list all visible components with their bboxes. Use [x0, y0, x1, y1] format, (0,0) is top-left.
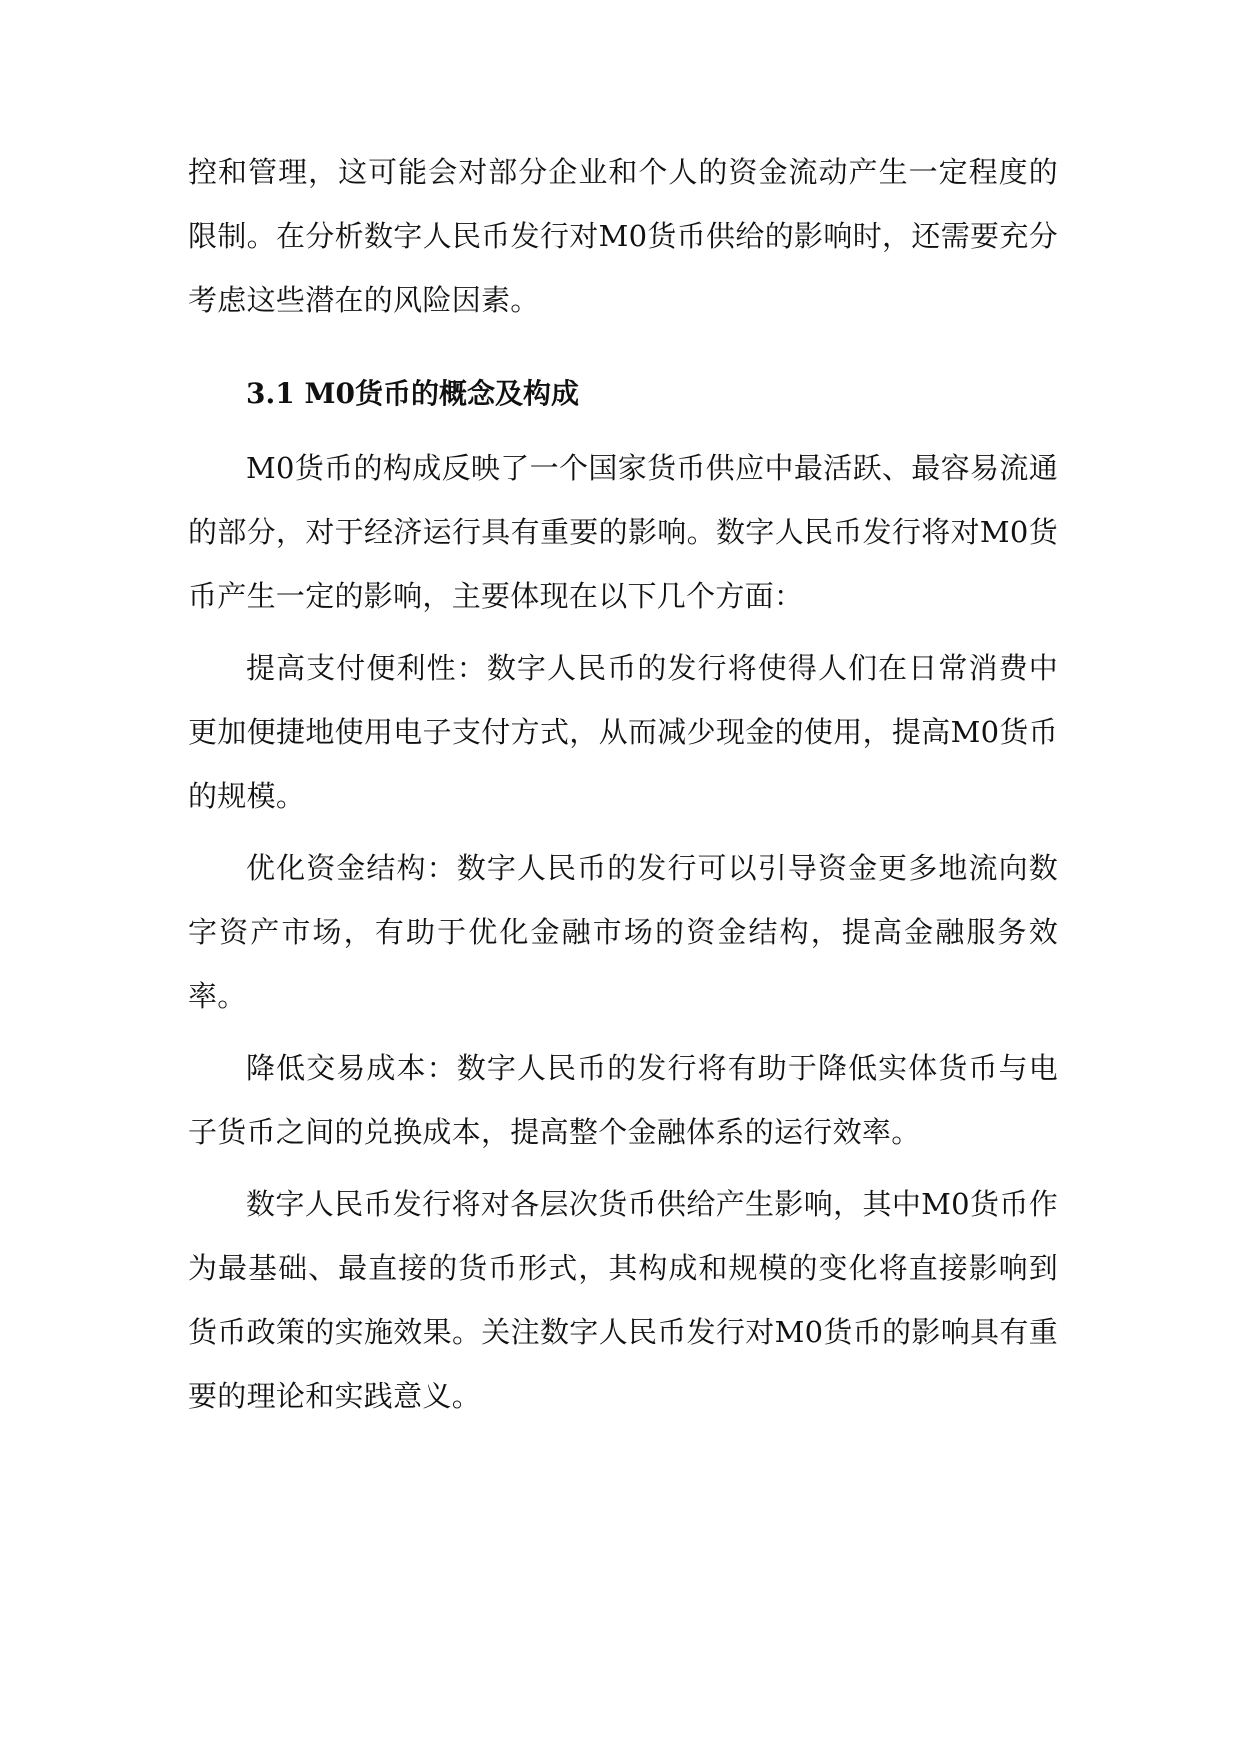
- paragraph-continued: 控和管理，这可能会对部分企业和个人的资金流动产生一定程度的限制。在分析数字人民币发行对M0货币供给的影响时，还需要充分考虑这些潜在的风险因素。: [188, 155, 1058, 317]
- paragraph-gap: [188, 1028, 1058, 1036]
- paragraph-gap: [188, 828, 1058, 836]
- paragraph-intro: M0货币的构成反映了一个国家货币供应中最活跃、最容易流通的部分，对于经济运行具有重要的影响。数字人民币发行将对M0货币产生一定的影响，主要体现在以下几个方面：: [188, 451, 1058, 613]
- paragraph-gap: [188, 628, 1058, 636]
- paragraph-conclusion: 数字人民币发行将对各层次货币供给产生影响，其中M0货币作为最基础、最直接的货币形式，其构成和规模的变化将直接影响到货币政策的实施效果。关注数字人民币发行对M0货币的影响具有重要的理论和实践意义。: [188, 1187, 1058, 1413]
- paragraph-transaction-cost: 降低交易成本：数字人民币的发行将有助于降低实体货币与电子货币之间的兑换成本，提高整个金融体系的运行效率。: [188, 1051, 1058, 1149]
- paragraph-payment-convenience: 提高支付便利性：数字人民币的发行将使得人们在日常消费中更加便捷地使用电子支付方式，从而减少现金的使用，提高M0货币的规模。: [188, 651, 1058, 813]
- section-heading: 3.1 M0货币的概念及构成: [246, 377, 579, 410]
- document-body: [188, 140, 1058, 1428]
- paragraph-gap: [188, 1164, 1058, 1172]
- paragraph-fund-structure: 优化资金结构：数字人民币的发行可以引导资金更多地流向数字资产市场，有助于优化金融市场的资金结构，提高金融服务效率。: [188, 851, 1058, 1013]
